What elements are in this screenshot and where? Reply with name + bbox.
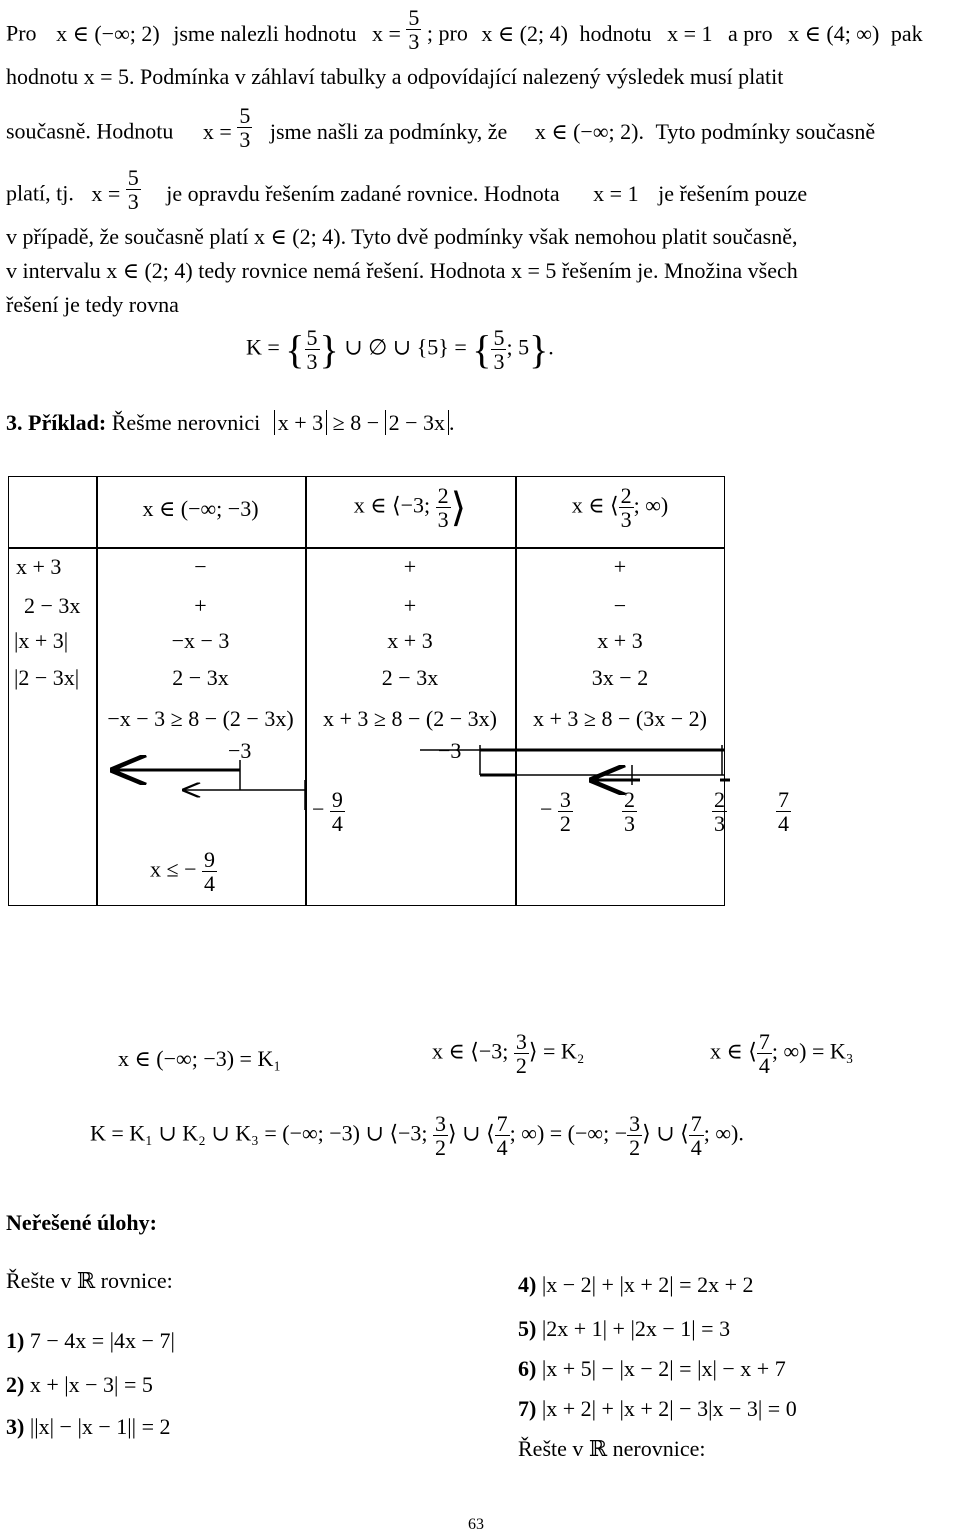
result-k3: x ∈ ⟨ $\frac{7}{4}$ ; ∞) = K₃ — [710, 1029, 854, 1079]
exercise-4: 4) |x − 2| + |x + 2| = 2x + 2 — [518, 1272, 754, 1297]
exercise-6: 6) |x + 5| − |x − 2| = |x| − x + 7 — [518, 1356, 786, 1381]
intro-line-2: hodnotu x = 5. Podmínka v záhlaví tabulky a odpovídající nalezený výsledek musí platit — [6, 64, 784, 89]
label-2-3-b — [712, 788, 727, 835]
intro-line-4: platí, tj. x = $\frac{5}{3}$ je opravdu řešením zadané rovnice. Hodnota x = 1 je řešením pouze — [6, 165, 808, 215]
header-interval-3: x ∈ ⟨ $\frac{2}{3}$ ; ∞) — [571, 483, 669, 533]
page-number: 63 — [468, 1516, 484, 1533]
fraction-3-2: $\frac{3}{2}$ — [515, 1029, 527, 1079]
exercise-2: 2) x + |x − 3| = 5 — [6, 1372, 153, 1397]
header-interval-1: x ∈ (−∞; −3) — [142, 496, 259, 521]
exercise-7: 7) |x + 2| + |x + 2| − 3|x − 3| = 0 — [518, 1396, 797, 1421]
fraction-5-3: $\frac{5}{3}$ — [306, 325, 318, 375]
fraction-7-4: $\frac{7}{4}$ — [778, 787, 789, 837]
inequalities-heading: Řešte v ℝ nerovnice: — [518, 1436, 706, 1461]
fraction-9-4: $\frac{9}{4}$ — [203, 847, 215, 897]
exercise-1: 1) 7 − 4x = |4x − 7| — [6, 1328, 175, 1353]
exercise-3: 3) ||x| − |x − 1|| = 2 — [6, 1414, 171, 1439]
fraction-5-3: $\frac{5}{3}$ — [493, 325, 505, 375]
fraction-2-3: $\frac{2}{3}$ — [624, 787, 635, 837]
fraction-3-2: $\frac{3}{2}$ — [629, 1111, 641, 1161]
fraction-7-4: $\frac{7}{4}$ — [496, 1111, 508, 1161]
intro-line-3: současně. Hodnotu x = $\frac{5}{3}$ jsme našli za podmínky, že x ∈ (−∞; 2). Tyto podmínky současně — [6, 103, 876, 153]
solution-col-1: x ≤ − $\frac{9}{4}$ — [150, 847, 215, 897]
inequality-3: x + 3 ≥ 8 − (3x − 2) — [533, 706, 707, 731]
exercise-5: 5) |2x + 1| + |2x − 1| = 3 — [518, 1316, 731, 1341]
example-heading: 3. Příklad: Řešme nerovnici x + 3 ≥ 8 − 2 − 3x . — [6, 410, 455, 435]
intro-line-6: v intervalu x ∈ (2; 4) tedy rovnice nemá řešení. Hodnota x = 5 řešením je. Množina všech — [6, 258, 798, 283]
equations-heading: Řešte v ℝ rovnice: — [6, 1268, 173, 1293]
inequality-2: x + 3 ≥ 8 − (2 − 3x) — [323, 706, 497, 731]
fraction-2-3: $\frac{2}{3}$ — [620, 483, 632, 533]
intro-line-1: Pro x ∈ (−∞; 2) jsme nalezli hodnotu x = $\frac{5}{3}$ ; pro x ∈ (2; 4) hodnotu x = 1 a pro x ∈ (4; ∞) pak — [6, 5, 923, 55]
union-equation: K = K₁ ∪ K₂ ∪ K₃ = (−∞; −3) ∪ ⟨−3; $\frac{3}{2}$ ⟩ ∪ ⟨ $\frac{7}{4}$ ; ∞) = (−∞; − $\frac{3}{2}$ ⟩ ∪ ⟨ $\frac{7}{4}$ ; ∞). — [90, 1111, 744, 1161]
label-7-4 — [776, 788, 791, 835]
fraction-5-3: $\frac{5}{3}$ — [408, 5, 420, 55]
label-minus-3-a: −3 — [228, 738, 252, 763]
number-line-graphics — [0, 730, 730, 900]
label-minus-9-4: − $\frac{9}{4}$ — [312, 787, 343, 837]
fraction-7-4: $\frac{7}{4}$ — [690, 1111, 702, 1161]
fraction-5-3: $\frac{5}{3}$ — [127, 165, 139, 215]
label-minus-3-b: −3 — [438, 738, 462, 763]
fraction-7-4: $\frac{7}{4}$ — [758, 1029, 770, 1079]
solution-set-equation: K = { $\frac{5}{3}$ } ∪ ∅ ∪ {5} = { $\frac{5}{3}$ ; 5}. — [246, 325, 554, 375]
fraction-3-2: $\frac{3}{2}$ — [559, 787, 571, 837]
label-2-3-a — [622, 788, 637, 835]
fraction-3-2: $\frac{3}{2}$ — [435, 1111, 447, 1161]
inequality-1: −x − 3 ≥ 8 − (2 − 3x) — [107, 706, 294, 731]
result-k1: x ∈ (−∞; −3) = K₁ — [118, 1046, 282, 1071]
fraction-2-3: $\frac{2}{3}$ — [714, 787, 725, 837]
unsolved-title: Neřešené úlohy: — [6, 1210, 157, 1235]
header-interval-2: x ∈ ⟨−3; $\frac{2}{3}$ ⟩ — [353, 483, 467, 533]
intro-line-5: v případě, že současně platí x ∈ (2; 4). Tyto dvě podmínky však nemohou platit současně, — [6, 224, 798, 249]
result-k2: x ∈ ⟨−3; $\frac{3}{2}$ ⟩ = K₂ — [432, 1029, 585, 1079]
label-minus-3-2: − $\frac{3}{2}$ — [540, 787, 571, 837]
fraction-9-4: $\frac{9}{4}$ — [331, 787, 343, 837]
fraction-5-3: $\frac{5}{3}$ — [239, 103, 251, 153]
intro-line-7: řešení je tedy rovna — [6, 292, 179, 317]
fraction-2-3: $\frac{2}{3}$ — [437, 483, 449, 533]
